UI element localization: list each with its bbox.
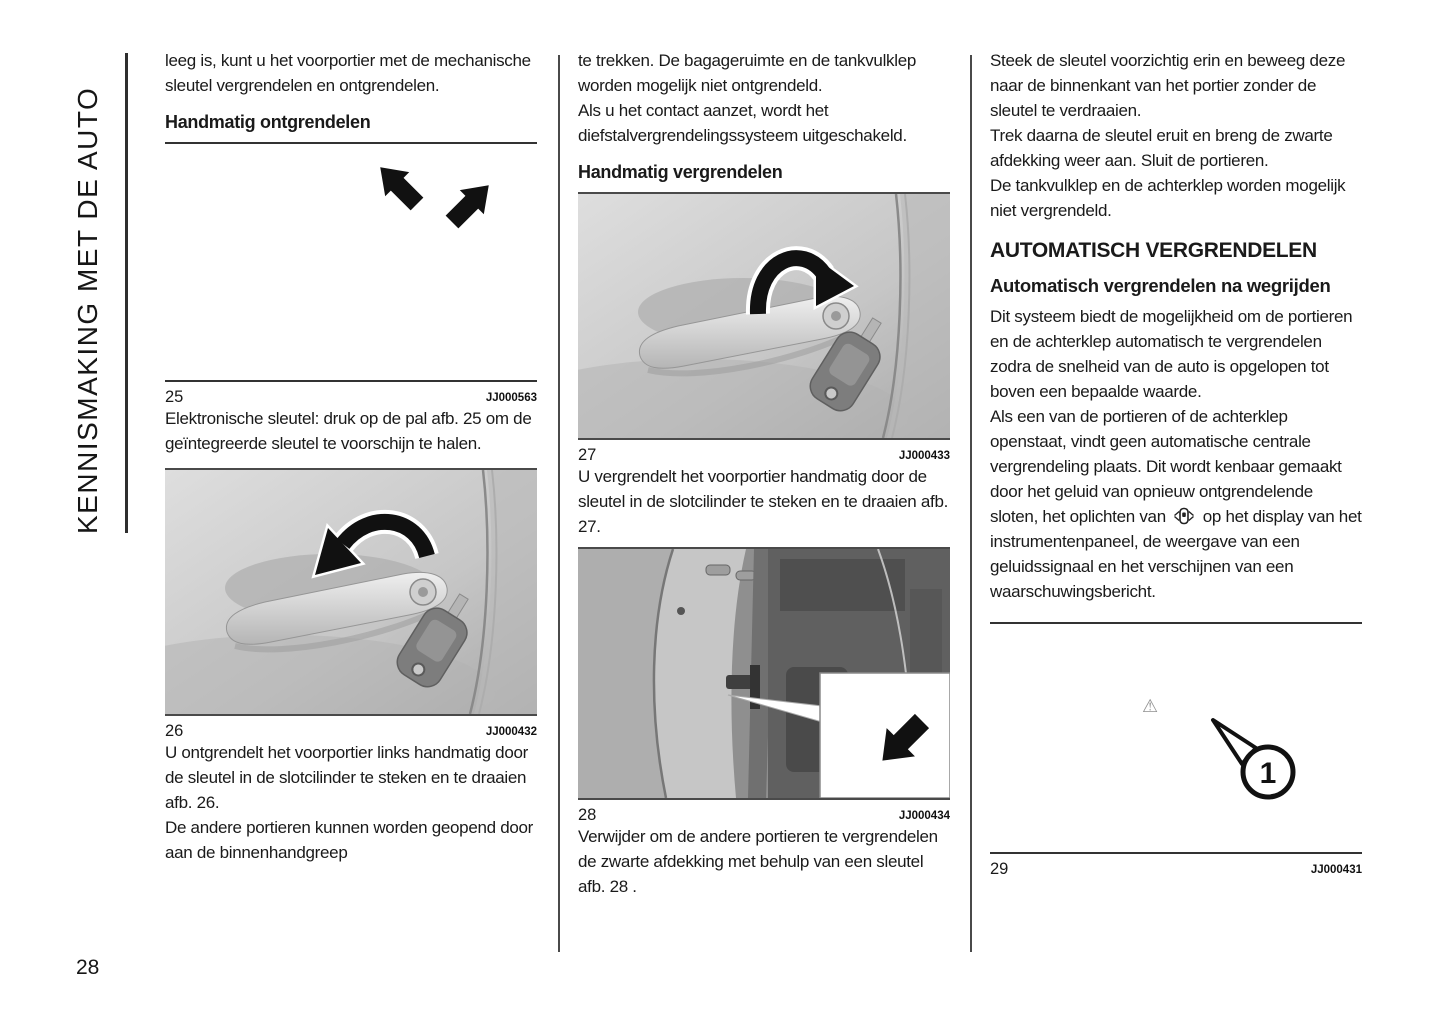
figure-number: 29 — [990, 860, 1009, 878]
paragraph: Als u het contact aanzet, wordt het diefstalvergrendelingssysteem uitgeschakeld. — [578, 101, 907, 145]
paragraph: De tankvulklep en de achterklep worden mogelijk niet vergrendeld. — [990, 176, 1346, 220]
chapter-title-vertical: KENNISMAKING MET DE AUTO — [72, 86, 103, 534]
column-divider — [558, 55, 560, 952]
subheading-automatisch-na-wegrijden: Automatisch vergrendelen na wegrijden — [990, 275, 1331, 296]
paragraph: Elektronische sleutel: druk op de pal afb. 25 om de geïntegreerde sleutel te voorschijn te halen. — [165, 409, 532, 453]
callout-1-graphic — [990, 624, 1362, 852]
warning-triangle-icon: ⚠ — [1142, 696, 1159, 717]
column-left — [165, 48, 537, 865]
figure-26-caption — [165, 723, 537, 739]
paragraph: Trek daarna de sleutel eruit en breng de zwarte afdekking weer aan. Sluit de portieren. — [990, 126, 1333, 170]
chapter-title-rule — [125, 53, 128, 533]
figure-25-image — [165, 142, 537, 382]
paragraph-with-icon — [990, 404, 1362, 604]
figure-27-caption — [578, 447, 950, 463]
figure-25-caption — [165, 389, 537, 405]
paragraph-text: Als een van de portieren of de achterklep openstaat, vindt geen automatische centrale vergrendeling plaats. Dit wordt kenbaar gemaakt door het geluid van opnieuw ontgrendelende sloten, het oplichten van — [990, 407, 1342, 526]
paragraph: te trekken. De bagageruimte en de tankvulklep worden mogelijk niet ontgrendeld. — [578, 51, 917, 95]
arrow-up-right-icon — [440, 173, 501, 234]
inset-box — [820, 673, 950, 798]
figure-code: JJ000431 — [1310, 864, 1362, 876]
paragraph: U ontgrendelt het voorportier links handmatig door de sleutel in de slotcilinder te steken en te draaien afb. 26. — [165, 743, 528, 812]
figure-code: JJ000433 — [898, 450, 950, 462]
figure-code: JJ000563 — [485, 392, 537, 404]
figure-28-image — [578, 547, 950, 800]
door-edge-lock-illustration — [578, 549, 950, 798]
section-heading-automatisch-vergrendelen: AUTOMATISCH VERGRENDELEN — [990, 239, 1317, 262]
paragraph: leeg is, kunt u het voorportier met de mechanische sleutel vergrendelen en ontgrendelen. — [165, 51, 531, 95]
paragraph: Verwijder om de andere portieren te vergrendelen de zwarte afdekking met behulp van een sleutel afb. 28 . — [578, 827, 938, 896]
column-middle — [578, 48, 950, 899]
figure-28-caption — [578, 807, 950, 823]
paragraph: U vergrendelt het voorportier handmatig door de sleutel in de slotcilinder te steken en te draaien afb. 27. — [578, 467, 949, 536]
door-handle-unlock-illustration — [165, 470, 537, 714]
column-divider — [970, 55, 972, 952]
callout-number: 1 — [1259, 757, 1277, 790]
section-heading-handmatig-vergrendelen: Handmatig vergrendelen — [578, 162, 783, 182]
paragraph: Steek de sleutel voorzichtig erin en beweeg deze naar de binnenkant van het portier zonder de sleutel te verdraaien. — [990, 51, 1346, 120]
page-number: 28 — [76, 956, 100, 979]
door-handle-lock-illustration — [578, 194, 950, 438]
figure-26-image — [165, 468, 537, 716]
key-fob-release-illustration — [165, 144, 537, 380]
figure-number: 25 — [165, 388, 184, 406]
figure-number: 27 — [578, 446, 597, 464]
figure-number: 28 — [578, 806, 597, 824]
column-right — [990, 48, 1362, 878]
section-heading-handmatig-ontgrendelen: Handmatig ontgrendelen — [165, 112, 371, 132]
figure-code: JJ000434 — [898, 810, 950, 822]
figure-29-image — [990, 622, 1362, 854]
paragraph-text: op het display van het instrumentenpaneel, de weergave van een geluidssignaal en het verschijnen van een waarschuwingsbericht. — [990, 507, 1362, 601]
figure-number: 26 — [165, 722, 184, 740]
figure-27-image — [578, 192, 950, 440]
paragraph: De andere portieren kunnen worden geopend door aan de binnenhandgreep — [165, 818, 534, 862]
figure-code: JJ000432 — [485, 726, 537, 738]
paragraph: Dit systeem biedt de mogelijkheid om de portieren en de achterklep automatisch te vergrendelen zodra de snelheid van de auto is opgelopen tot boven een bepaalde waarde. — [990, 307, 1353, 401]
car-doors-open-icon — [1173, 507, 1195, 525]
arrow-up-left-icon — [368, 155, 429, 216]
figure-29-caption — [990, 861, 1362, 877]
